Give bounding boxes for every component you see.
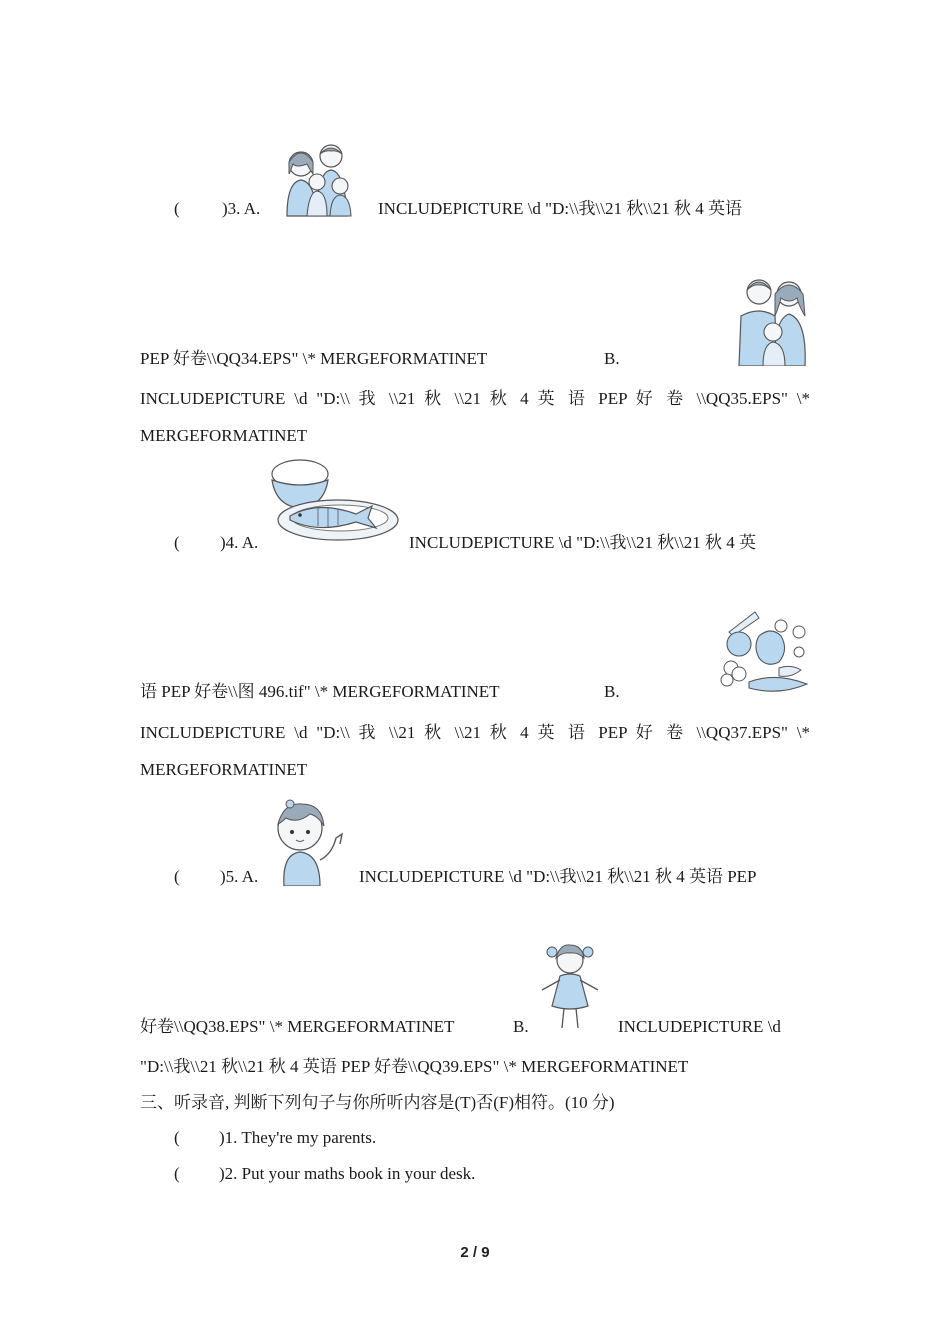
q5-b-path: INCLUDEPICTURE \d [618, 1017, 781, 1036]
s3-item1-text: )1. They're my parents. [219, 1128, 377, 1147]
q5-paren: ( [174, 867, 180, 886]
q3-paren: ( [174, 199, 180, 218]
family-a-image [283, 142, 358, 217]
family-b-image [735, 272, 810, 366]
q3-b-path-cont: MERGEFORMATINET [140, 426, 308, 445]
q4-paren: ( [174, 533, 180, 552]
q5-label: )5. A. [220, 867, 259, 886]
s3-item1-paren: ( [174, 1128, 180, 1147]
q4-b-label: B. [604, 682, 620, 701]
girl-pointing-image [270, 794, 350, 886]
rice-fish-image [268, 456, 400, 550]
q4-b-path: INCLUDEPICTURE \d "D:\\ 我 \\21 秋 \\21 秋 4 英 语 PEP 好 卷 \\QQ37.EPS" \* [140, 723, 810, 742]
page-number: 2 / 9 [460, 1244, 490, 1261]
q4-a-path-cont: 语 PEP 好卷\\图 496.tif" \* MERGEFORMATINET [140, 682, 500, 701]
q5-b-label: B. [513, 1017, 529, 1036]
q3-label: )3. A. [222, 199, 261, 218]
section3-title: 三、听录音, 判断下列句子与你所听内容是(T)否(F)相符。(10 分) [140, 1093, 615, 1112]
q3-b-path: INCLUDEPICTURE \d "D:\\ 我 \\21 秋 \\21 秋 4 英 语 PEP 好 卷 \\QQ35.EPS" \* [140, 389, 810, 408]
q5-a-path: INCLUDEPICTURE \d "D:\\我\\21 秋\\21 秋 4 英语 PEP [359, 867, 757, 886]
q5-a-path-cont: 好卷\\QQ38.EPS" \* MERGEFORMATINET [140, 1017, 455, 1036]
q4-b-path-cont: MERGEFORMATINET [140, 760, 308, 779]
q4-a-path: INCLUDEPICTURE \d "D:\\我\\21 秋\\21 秋 4 英 [409, 533, 756, 552]
q3-a-path: INCLUDEPICTURE \d "D:\\我\\21 秋\\21 秋 4 英语 [378, 199, 742, 218]
s3-item2-paren: ( [174, 1164, 180, 1183]
q3-b-label: B. [604, 349, 620, 368]
vegetables-image [719, 606, 809, 698]
q5-b-path-cont: "D:\\我\\21 秋\\21 秋 4 英语 PEP 好卷\\QQ39.EPS" \* MERGEFORMATINET [140, 1057, 689, 1076]
q4-label: )4. A. [220, 533, 259, 552]
s3-item2-text: )2. Put your maths book in your desk. [219, 1164, 476, 1183]
girl-dress-image [538, 940, 602, 1032]
q3-a-path-cont: PEP 好卷\\QQ34.EPS" \* MERGEFORMATINET [140, 349, 488, 368]
